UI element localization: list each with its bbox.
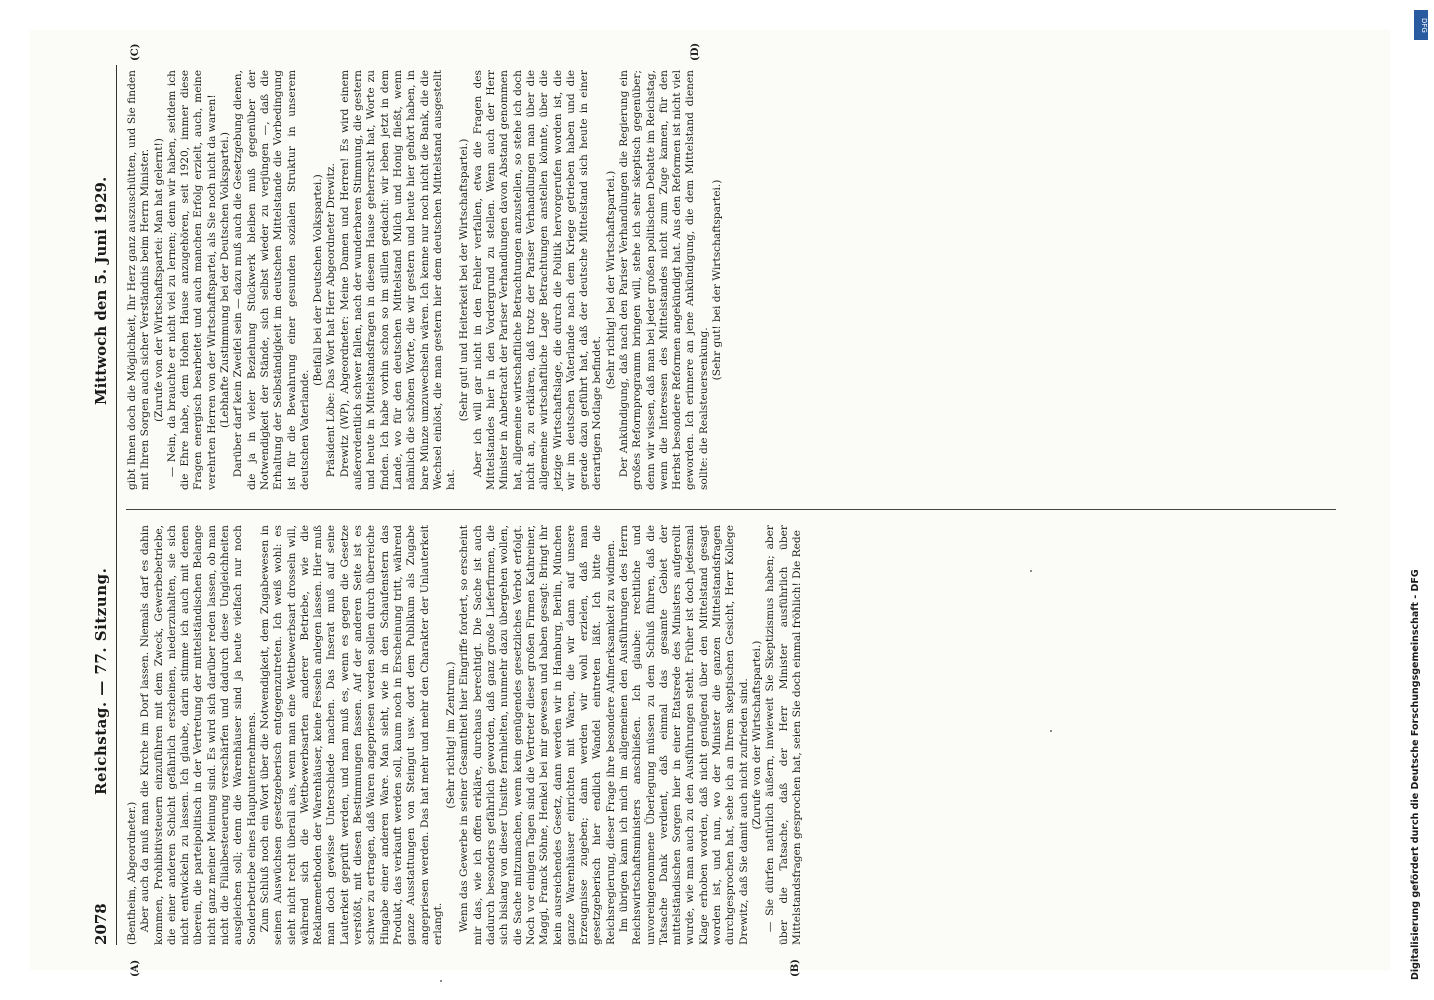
paragraph: Drewitz (WP), Abgeordneter: Meine Damen und Herren! Es wird einem außerordentlich schwer fallen, nach der wunderbaren Stimmung, die gestern und heute in Mittelstandsfragen in diesem Hause geherrscht hat, Worte zu finden. Ich habe vorhin schon so im stillen gedacht: wir leben jetzt in dem Lande, wo für den deutschen Mittelstand Milch und Honig fließt, wenn nämlich die schönen Worte, die wir gestern und heute hier gehört haben, in bare Münze umzuwechseln wären. Ich kenne nur noch nicht die Bank, die die Wechsel einlöst, die man gestern hier dem deutschen Mittelstand ausgestellt hat.	[338, 70, 458, 490]
margin-mark-a: (A)	[130, 959, 141, 977]
text-column-left	[126, 525, 804, 945]
president-line: Präsident Löbe: Das Wort hat Herr Abgeordneter Drewitz.	[325, 163, 338, 478]
dfg-logo: DFG	[1414, 10, 1428, 40]
page-number: 2078	[92, 903, 110, 945]
paragraph: — Sie dürfen natürlich äußern, inwieweit Sie Skeptizismus haben; aber über die Tatsache, daß der Herr Minister ausführlich über Mittelstandsfragen gesprochen hat, seien Sie doch einmal fröhlich! Die Rede	[764, 525, 803, 945]
text-column-right	[126, 70, 724, 490]
header-title: Reichstag. — 77. Sitzung.	[92, 567, 110, 795]
scan-speck	[1030, 570, 1032, 572]
margin-mark-b: (B)	[790, 959, 801, 977]
header-rule	[116, 65, 117, 945]
sidebar-credit	[1410, 10, 1430, 990]
paragraph: Darüber darf kein Zweifel sein — dazu muß auch die Gesetzgebung dienen, die ja in vieler Beziehung Stückwerk bleiben muß gegenüber der Notwendigkeit der Stände, sich selbst wieder zu verjüngen —, daß die Erhaltung der Selbständigkeit im deutschen Mittelstande die Vorbedingung ist für die Bewahrung einer gesunden sozialen Struktur in unserem deutschen Vaterlande.	[232, 70, 311, 490]
paragraph: Der Ankündigung, daß nach den Pariser Verhandlungen die Regierung ein großes Reformprogramm bringen will, stehe ich sehr skeptisch gegenüber; denn wir wissen, daß man bei jeder großen politischen Debatte im Reichstag, wenn die Interessen des Mittelstandes nicht zum Zuge kamen, für den Herbst besondere Reformen angekündigt hat. Aus den Reformen ist nicht viel geworden. Ich erinnere an jene Ankündigung, die dem Mittelstand dienen sollte: die Realsteuersenkung.	[617, 70, 710, 490]
speaker-line: (Bentheim, Abgeordneter.)	[126, 801, 138, 945]
interjection: (Zurufe von der Wirtschaftspartei.)	[750, 640, 763, 830]
margin-mark-c: (C)	[130, 43, 141, 61]
credit-text: Digitalisierung gefördert durch die Deutsche Forschungsgemeinschaft - DFG	[1410, 569, 1421, 980]
paragraph: gibt Ihnen doch die Möglichkeit, Ihr Herz ganz auszuschütten, und Sie finden mit Ihren Sorgen auch sicher Verständnis beim Herrn Minister.	[126, 70, 152, 490]
interjection: (Zurufe von der Wirtschaftspartei: Man hat gelernt!)	[152, 138, 165, 422]
paragraph: Aber ich will gar nicht in den Fehler verfallen, etwa die Fragen des Mittelstandes hier in den Vordergrund zu stellen. Wenn auch der Herr Minister in Anbetracht der Pariser Verhandlungen davon Abstand genommen hat, allgemeine wirtschaftliche Betrachtungen anzustellen, so stehe ich doch nicht an, zu erklären, daß trotz der Pariser Verhandlungen man über die allgemeine wirtschaftliche Lage Betrachtungen anstellen könnte, über die jetzige Wirtschaftslage, die durch die Politik hervorgerufen worden ist, die wir im deutschen Vaterlande nach dem Kriege getrieben haben und die gerade dazu geführt hat, daß der deutsche Mittelstand sich heute in einer derartigen Notlage befindet.	[471, 70, 604, 490]
interjection: (Sehr gut! bei der Wirtschaftspartei.)	[711, 179, 724, 381]
margin-mark-d: (D)	[690, 42, 701, 61]
header-date: Mittwoch den 5. Juni 1929.	[92, 176, 110, 405]
page-header	[90, 65, 116, 945]
paragraph: Zum Schluß noch ein Wort über die Notwendigkeit, dem Zugabewesen in seinen Auswüchsen gesetzgeberisch entgegenzutreten. Ich weiß wohl: es sieht nicht recht überall aus, wenn man eine Wettbewerbsart drosseln will, während sich die Wettbewerbsarten anderer Betriebe, wie die Reklamemethoden der Warenhäuser, keine Fesseln anlegen lassen. Hier muß man doch gewisse Unterschiede machen. Das Inserat muß auf seine Lauterkeit geprüft werden, und man muß es, wenn es gegen die Gesetze verstößt, mit diesen Bestimmungen fassen. Auf der anderen Seite ist es schwer zu ertragen, daß Waren angepriesen werden sollen durch überreiche Hingabe einer anderen Ware. Man sieht, wie in den Schaufenstern das Produkt, das verkauft werden soll, kaum noch in Erscheinung tritt, während ganze Ausstattungen von Steingut usw. dort dem Publikum als Zugabe angepriesen werden. Das hat mehr und mehr den Charakter der Unlauterkeit erlangt.	[258, 525, 444, 945]
column-separator	[126, 509, 1336, 510]
interjection: (Lebhafte Zustimmung bei der Deutschen Volkspartei.)	[219, 132, 232, 428]
paragraph: Im übrigen kann ich mich im allgemeinen den Ausführungen des Herrn Reichswirtschaftsministers anschließen. Ich glaube: rechtliche und unvoreingenommene Überlegung müssen zu dem Schluß führen, daß die Tatsache Dank verdient, daß einmal das gesamte Gebiet der mittelständischen Sorgen hier in einer Etatsrede des Ministers aufgerollt wurde, wie man auch zu den Ausführungen steht. Früher ist doch jedesmal Klage erhoben worden, daß nicht genügend über den Mittelstand gesagt worden ist, und nun, wo der Minister die ganzen Mittelstandsfragen durchgesprochen hat, sehe ich an Ihrem skeptischen Gesicht, Herr Kollege Drewitz, daß Sie damit auch nicht zufrieden sind.	[617, 525, 750, 945]
scan-speck	[440, 980, 442, 982]
interjection: (Sehr richtig! im Zentrum.)	[445, 661, 458, 809]
paragraph: — Nein, da brauchte er nicht viel zu lernen; denn wir haben, seitdem ich die Ehre habe, dem Hohen Hause anzugehören, seit 1920, immer diese Fragen energisch bearbeitet und auch manchen Erfolg erzielt, auch, meine verehrten Herren von der Wirtschaftspartei, als Sie noch nicht da waren!	[165, 70, 218, 490]
interjection: (Sehr gut! und Heiterkeit bei der Wirtschaftspartei.)	[458, 138, 471, 422]
paragraph: Aber auch da muß man die Kirche im Dorf lassen. Niemals darf es dahin kommen, Prohibitivsteuern einzuführen mit dem Zweck, Gewerbebetriebe, die einer anderen Schicht gefährlich erscheinen, niederzuhalten, sie sich nicht entwickeln zu lassen. Ich glaube, darin stimme ich auch mit denen überein, die parteipolitisch in der Vertretung der mittelständischen Belange nicht ganz meiner Meinung sind. Es wird sich darüber reden lassen, ob man nicht die Filialbesteuerung verschärfen und dadurch diese Ungleichheiten ausgleichen soll; denn die Warenhäuser sind ja heute vielfach nur noch Sonderbetriebe eines Hauptunternehmens.	[139, 525, 258, 945]
scanned-page	[30, 30, 1390, 977]
interjection: (Beifall bei der Deutschen Volkspartei.)	[312, 174, 325, 386]
paragraph: Wenn das Gewerbe in seiner Gesamtheit hier Eingriffe fordert, so erscheint mir das, wie ich offen erkläre, durchaus berechtigt. Die Sache ist auch dadurch besonders gefährlich geworden, daß ganz große Lieferfirmen, die sich bislang von dieser Unsitte fernhielten, nunmehr dazu übergehen wollen, die Sache mitzumachen, wenn kein genügendes gesetzliches Verbot erfolgt. Noch vor einigen Tagen sind die Vertreter dieser großen Firmen Kathreiner, Maggi, Franck Söhne, Henkel bei mir gewesen und haben gesagt: Bringt ihr kein ausreichendes Gesetz, dann werden wir in Hamburg, Berlin, München ganze Warenhäuser einrichten mit Waren, die wir dann auf unsere Erzeugnisse zugeben; dann werden wir wohl erzielen, daß man gesetzgeberisch hier endlich Wandel eintreten läßt. Ich bitte die Reichsregierung, dieser Frage ihre besondere Aufmerksamkeit zu widmen.	[458, 525, 617, 945]
interjection: (Sehr richtig! bei der Wirtschaftspartei.)	[604, 170, 617, 390]
rotated-document-page	[90, 42, 1340, 977]
scan-speck	[1050, 730, 1052, 732]
